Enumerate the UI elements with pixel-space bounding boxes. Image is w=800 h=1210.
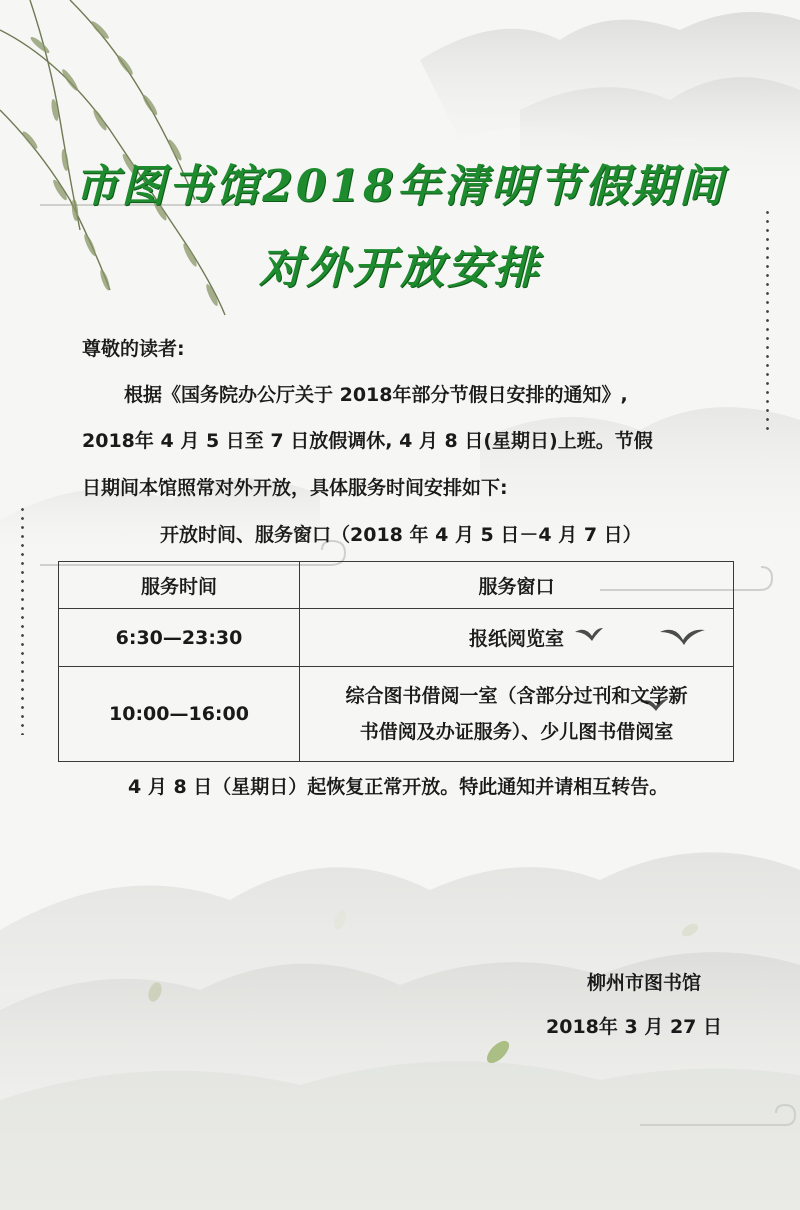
service-time-cell: 6:30—23:30 bbox=[59, 609, 300, 667]
schedule-subheading: 开放时间、服务窗口（2018 年 4 月 5 日－4 月 7 日） bbox=[160, 524, 642, 546]
table-row bbox=[59, 609, 734, 667]
service-window-cell bbox=[300, 667, 734, 762]
greeting: 尊敬的读者: bbox=[82, 338, 185, 360]
service-time-cell: 10:00—16:00 bbox=[59, 667, 300, 762]
header-service-window: 服务窗口 bbox=[300, 562, 734, 609]
resume-notice: 4 月 8 日（星期日）起恢复正常开放。特此通知并请相互转告。 bbox=[128, 776, 669, 798]
table-row bbox=[59, 667, 734, 762]
schedule-table bbox=[58, 561, 734, 762]
service-window-line: 综合图书借阅一室（含部分过刊和文学新 bbox=[345, 684, 688, 707]
body-paragraph-1: 根据《国务院办公厅关于 2018年部分节假日安排的通知》, bbox=[124, 384, 628, 406]
title-line-2: 对外开放安排 bbox=[259, 243, 541, 294]
service-window-line: 书借阅及办证服务）、少儿图书借阅室 bbox=[359, 721, 674, 743]
body-paragraph-3: 日期间本馆照常对外开放，具体服务时间安排如下: bbox=[82, 477, 508, 499]
dotted-line-left bbox=[21, 505, 24, 735]
title-line-1: 市图书馆2018年清明节假期间 bbox=[74, 161, 726, 212]
header-service-time: 服务时间 bbox=[59, 562, 300, 609]
table-header-row bbox=[59, 562, 734, 609]
signature: 柳州市图书馆 bbox=[587, 972, 702, 994]
body-paragraph-2: 2018年 4 月 5 日至 7 日放假调休, 4 月 8 日(星期日)上班。节假 bbox=[82, 430, 653, 452]
issue-date: 2018年 3 月 27 日 bbox=[546, 1016, 723, 1038]
service-window-cell: 报纸阅览室 bbox=[300, 609, 734, 667]
